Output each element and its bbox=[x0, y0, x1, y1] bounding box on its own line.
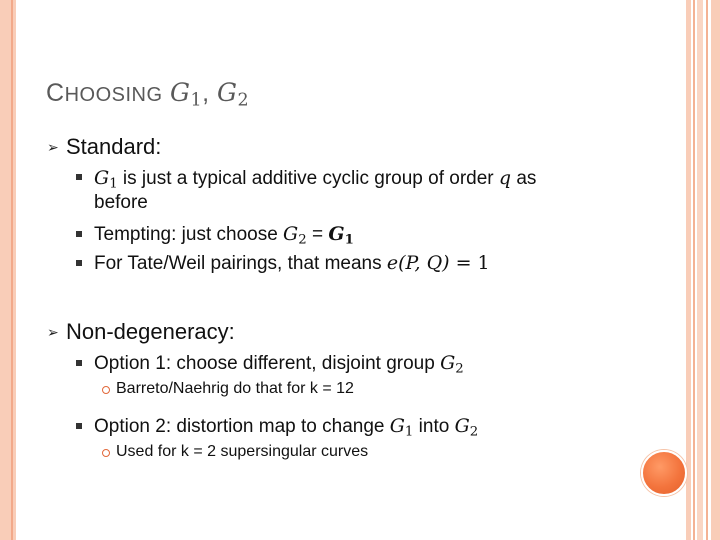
o1-text: Option 1: choose different, disjoint group bbox=[94, 353, 441, 374]
b3-text: For Tate/Weil pairings, that means bbox=[94, 253, 387, 274]
standard-bullet-1-cont: before bbox=[94, 192, 148, 213]
nondeg-option-2-sub: Used for k = 2 supersingular curves bbox=[116, 443, 369, 460]
o2-g1-sub: 1 bbox=[404, 424, 414, 440]
b1-var bbox=[94, 167, 118, 192]
title-comma: , bbox=[202, 79, 210, 107]
b2-g1-letter: G bbox=[328, 223, 345, 245]
stripe-2 bbox=[693, 0, 695, 540]
b1-var-letter: G bbox=[94, 167, 110, 189]
b3-args: (P, Q) bbox=[398, 252, 450, 274]
square-bullet-icon bbox=[76, 260, 82, 266]
nondeg-option-1 bbox=[94, 352, 464, 376]
o2-g2 bbox=[454, 415, 479, 440]
b2-g1 bbox=[328, 223, 354, 248]
title-initial: C bbox=[46, 79, 65, 107]
o2-g1-letter: G bbox=[389, 415, 405, 437]
b3-eq: = 1 bbox=[449, 252, 490, 274]
arrow-bullet-icon: ➢ bbox=[47, 139, 59, 155]
title-g2-letter: G bbox=[217, 78, 238, 107]
standard-heading: Standard: bbox=[66, 134, 162, 159]
right-decoration bbox=[686, 0, 720, 540]
b2-g2 bbox=[283, 223, 307, 248]
b2-text: Tempting: just choose bbox=[94, 224, 284, 245]
title-g2 bbox=[217, 78, 250, 111]
b2-g1-sub: 1 bbox=[344, 232, 354, 248]
slide-title bbox=[46, 78, 249, 110]
b1-text2: as bbox=[511, 168, 537, 189]
o1-g-letter: G bbox=[440, 352, 456, 374]
o2-g1 bbox=[389, 415, 414, 440]
stripe-5 bbox=[711, 0, 720, 540]
left-border-line bbox=[11, 0, 13, 540]
b2-g2-sub: 2 bbox=[298, 232, 307, 248]
title-g1 bbox=[169, 78, 203, 111]
title-g2-sub: 2 bbox=[237, 90, 250, 111]
b1-q: q bbox=[498, 167, 512, 189]
square-bullet-icon bbox=[76, 231, 82, 237]
arrow-bullet-icon: ➢ bbox=[47, 324, 59, 340]
standard-bullet-1 bbox=[94, 167, 536, 191]
standard-bullet-2 bbox=[94, 223, 354, 247]
b1-text: is just a typical additive cyclic group of order bbox=[117, 168, 499, 189]
o1-g-sub: 2 bbox=[455, 361, 464, 377]
o2-into: into bbox=[413, 416, 455, 437]
o2-g2-sub: 2 bbox=[469, 424, 479, 440]
title-rest: HOOSING bbox=[64, 84, 163, 106]
o2-g2-letter: G bbox=[454, 415, 470, 437]
left-border bbox=[0, 0, 16, 540]
square-bullet-icon bbox=[76, 174, 82, 180]
title-g1-letter: G bbox=[169, 78, 191, 107]
title-g1-sub: 1 bbox=[190, 90, 203, 111]
b3-e: e bbox=[386, 252, 399, 274]
b2-g2-letter: G bbox=[283, 223, 299, 245]
stripe-4 bbox=[706, 0, 708, 540]
ring-bullet-icon bbox=[102, 449, 110, 457]
standard-bullet-3 bbox=[94, 252, 490, 275]
b1-var-sub: 1 bbox=[109, 176, 118, 192]
square-bullet-icon bbox=[76, 423, 82, 429]
ring-bullet-icon bbox=[102, 386, 110, 394]
nondeg-option-2 bbox=[94, 415, 478, 439]
nondeg-option-1-sub: Barreto/Naehrig do that for k = 12 bbox=[116, 380, 354, 397]
stripe-3 bbox=[697, 0, 703, 540]
decorative-circle bbox=[641, 450, 687, 496]
b2-eq: = bbox=[306, 224, 329, 245]
nondeg-heading: Non-degeneracy: bbox=[66, 319, 235, 344]
o1-g bbox=[440, 352, 464, 377]
stripe-1 bbox=[686, 0, 691, 540]
square-bullet-icon bbox=[76, 360, 82, 366]
o2-text: Option 2: distortion map to change bbox=[94, 416, 390, 437]
